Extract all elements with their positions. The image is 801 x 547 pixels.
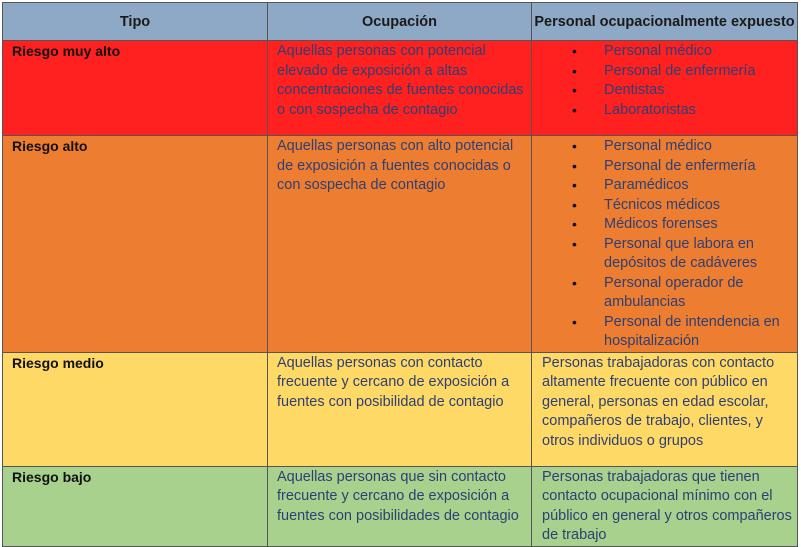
header-tipo: Tipo xyxy=(3,3,268,41)
ocupacion-cell: Aquellas personas con contacto frecuente y cercano de exposición a fuentes con posibilidad de contagio xyxy=(268,352,532,466)
row-riesgo-muy-alto xyxy=(3,41,798,136)
header-ocupacion: Ocupación xyxy=(268,3,532,41)
risk-table xyxy=(2,2,798,547)
list-item: • Personal de enfermería xyxy=(542,157,793,177)
personal-list xyxy=(542,137,793,352)
ocupacion-cell: Aquellas personas con alto potencial de exposición a fuentes conocidas o con sospecha de contagio xyxy=(268,136,532,353)
list-item: • Personal médico xyxy=(542,137,793,157)
tipo-cell: Riesgo medio xyxy=(3,352,268,466)
list-item: • Personal de intendencia en hospitalización xyxy=(542,313,793,352)
list-item: • Personal médico xyxy=(542,42,793,62)
personal-cell xyxy=(532,41,798,136)
ocupacion-cell: Aquellas personas con potencial elevado de exposición a altas concentraciones de fuentes conocidas o con sospecha de contagio xyxy=(268,41,532,136)
ocupacion-cell: Aquellas personas que sin contacto frecuente y cercano de exposición a fuentes con posibilidades de contagio xyxy=(268,466,532,546)
row-riesgo-alto xyxy=(3,136,798,353)
list-item: • Laboratoristas xyxy=(542,101,793,121)
tipo-cell: Riesgo alto xyxy=(3,136,268,353)
header-personal: Personal ocupacionalmente expuesto xyxy=(532,3,798,41)
list-item: • Técnicos médicos xyxy=(542,196,793,216)
personal-cell: Personas trabajadoras con contacto altamente frecuente con público en general, personas en edad escolar, compañeros de trabajo, clientes, y otros individuos o grupos xyxy=(532,352,798,466)
tipo-cell: Riesgo muy alto xyxy=(3,41,268,136)
list-item: • Personal que labora en depósitos de cadáveres xyxy=(542,235,793,274)
list-item: • Paramédicos xyxy=(542,176,793,196)
list-item: • Personal de enfermería xyxy=(542,62,793,82)
personal-cell xyxy=(532,136,798,353)
list-item: • Médicos forenses xyxy=(542,215,793,235)
personal-cell: Personas trabajadoras que tienen contacto ocupacional mínimo con el público en general y otros compañeros de trabajo xyxy=(532,466,798,546)
row-riesgo-bajo xyxy=(3,466,798,546)
personal-list xyxy=(542,42,793,120)
row-riesgo-medio xyxy=(3,352,798,466)
tipo-cell: Riesgo bajo xyxy=(3,466,268,546)
list-item: • Personal operador de ambulancias xyxy=(542,274,793,313)
list-item: • Dentistas xyxy=(542,81,793,101)
header-row xyxy=(3,3,798,41)
